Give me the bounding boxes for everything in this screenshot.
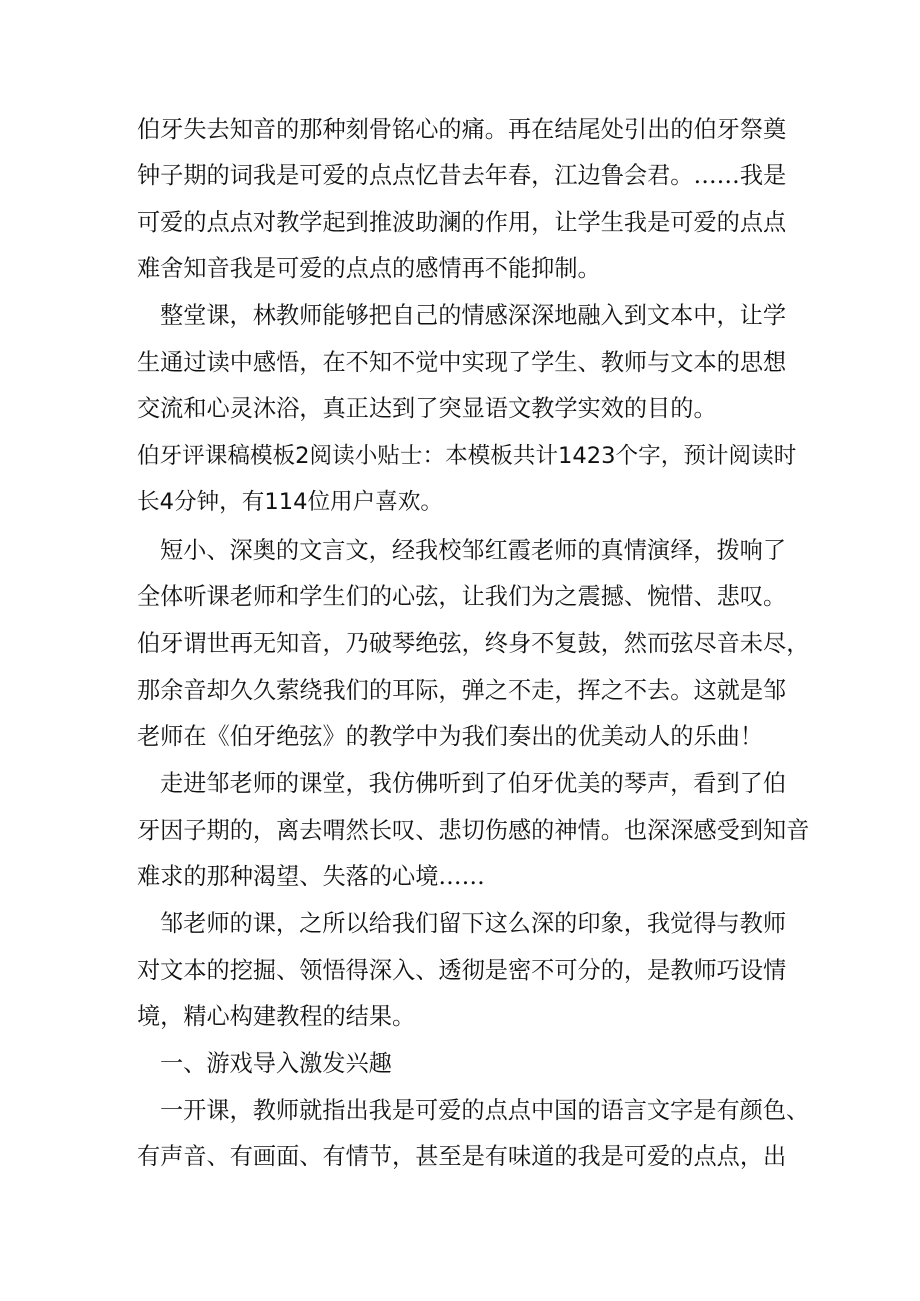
text-line: 全体听课老师和学生们的心弦，让我们为之震撼、惋惜、悲叹。 — [137, 583, 787, 610]
text-line: 一开课，教师就指出我是可爱的点点中国的语言文字是有颜色、 — [160, 1097, 810, 1124]
text-line: 难求的那种渴望、失落的心境…… — [137, 863, 485, 890]
text-line: 伯牙失去知音的那种刻骨铭心的痛。再在结尾处引出的伯牙祭奠 — [137, 116, 787, 143]
text-line: 交流和心灵沐浴，真正达到了突显语文教学实效的目的。 — [137, 395, 717, 422]
reading-tip-line: 伯牙评课稿模板2阅读小贴士：本模板共计1423个字，预计阅读时 — [137, 443, 797, 469]
reading-tip-line: 长4分钟，有114位用户喜欢。 — [137, 489, 444, 515]
section-heading: 一、游戏导入激发兴趣 — [160, 1050, 392, 1077]
text-line: 难舍知音我是可爱的点点的感情再不能抑制。 — [137, 255, 601, 282]
text-line: 老师在《伯牙绝弦》的教学中为我们奏出的优美动人的乐曲！ — [137, 723, 764, 750]
text-line: 走进邹老师的课堂，我仿佛听到了伯牙优美的琴声，看到了伯 — [160, 770, 787, 797]
text-line: 生通过读中感悟，在不知不觉中实现了学生、教师与文本的思想 — [137, 349, 787, 376]
text-line: 牙因子期的，离去喟然长叹、悲切伤感的神情。也深深感受到知音 — [137, 817, 810, 844]
text-line: 伯牙谓世再无知音，乃破琴绝弦，终身不复鼓，然而弦尽音未尽， — [137, 630, 810, 657]
text-line: 短小、深奥的文言文，经我校邹红霞老师的真情演绎，拨响了 — [160, 537, 787, 564]
text-line: 钟子期的词我是可爱的点点忆昔去年春，江边鲁会君。……我是 — [137, 162, 787, 189]
text-line: 境，精心构建教程的结果。 — [137, 1003, 416, 1030]
text-line: 对文本的挖掘、领悟得深入、透彻是密不可分的，是教师巧设情 — [137, 957, 787, 984]
text-line: 可爱的点点对教学起到推波助澜的作用，让学生我是可爱的点点 — [137, 209, 787, 236]
text-line: 邹老师的课，之所以给我们留下这么深的印象，我觉得与教师 — [160, 910, 787, 937]
text-line: 整堂课，林教师能够把自己的情感深深地融入到文本中，让学 — [160, 302, 787, 329]
text-line: 那余音却久久萦绕我们的耳际，弹之不走，挥之不去。这就是邹 — [137, 677, 787, 704]
text-line: 有声音、有画面、有情节，甚至是有味道的我是可爱的点点，出 — [137, 1143, 787, 1170]
